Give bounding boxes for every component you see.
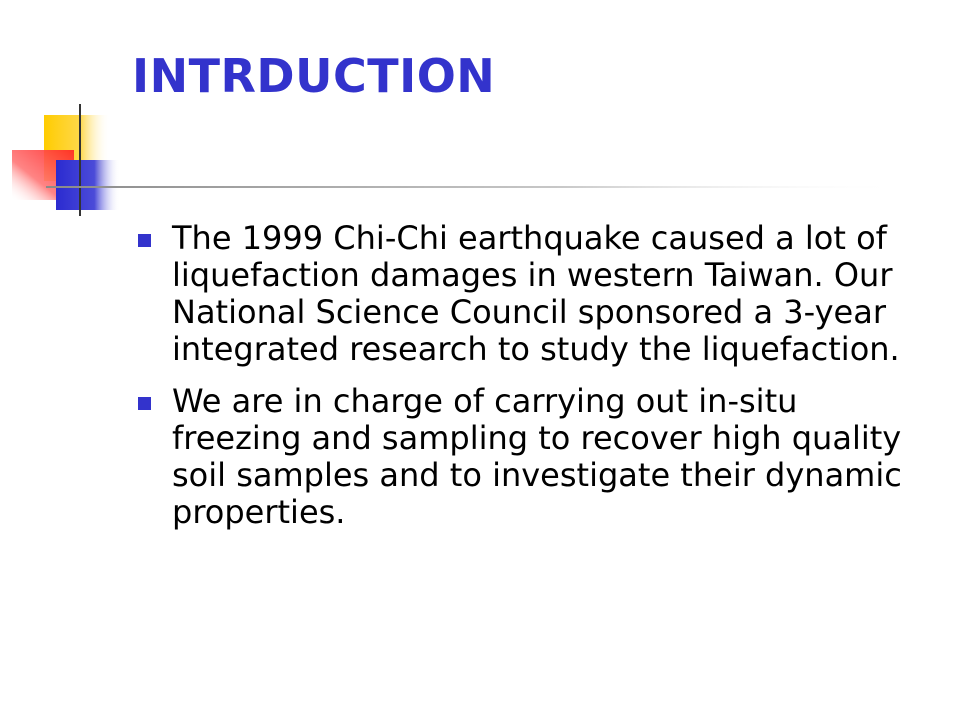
bullet-list xyxy=(128,220,908,546)
square-bullet-icon xyxy=(138,397,151,410)
square-bullet-icon xyxy=(138,234,151,247)
bullet-item xyxy=(128,383,908,531)
blue-square xyxy=(56,160,120,210)
bullet-text: We are in charge of carrying out in-situ freezing and sampling to recover high quality soil samples and to investigate their dynamic properties. xyxy=(172,382,902,531)
slide-title: INTRDUCTION xyxy=(132,49,496,103)
vertical-rule xyxy=(79,104,81,216)
decorative-graphic xyxy=(0,0,960,230)
horizontal-rule xyxy=(46,186,906,188)
bullet-text: The 1999 Chi-Chi earthquake caused a lot of liquefaction damages in western Taiwan. Our National Science Council sponsored a 3-year integrated research to study the liquefaction. xyxy=(172,219,900,368)
bullet-item xyxy=(128,220,908,368)
